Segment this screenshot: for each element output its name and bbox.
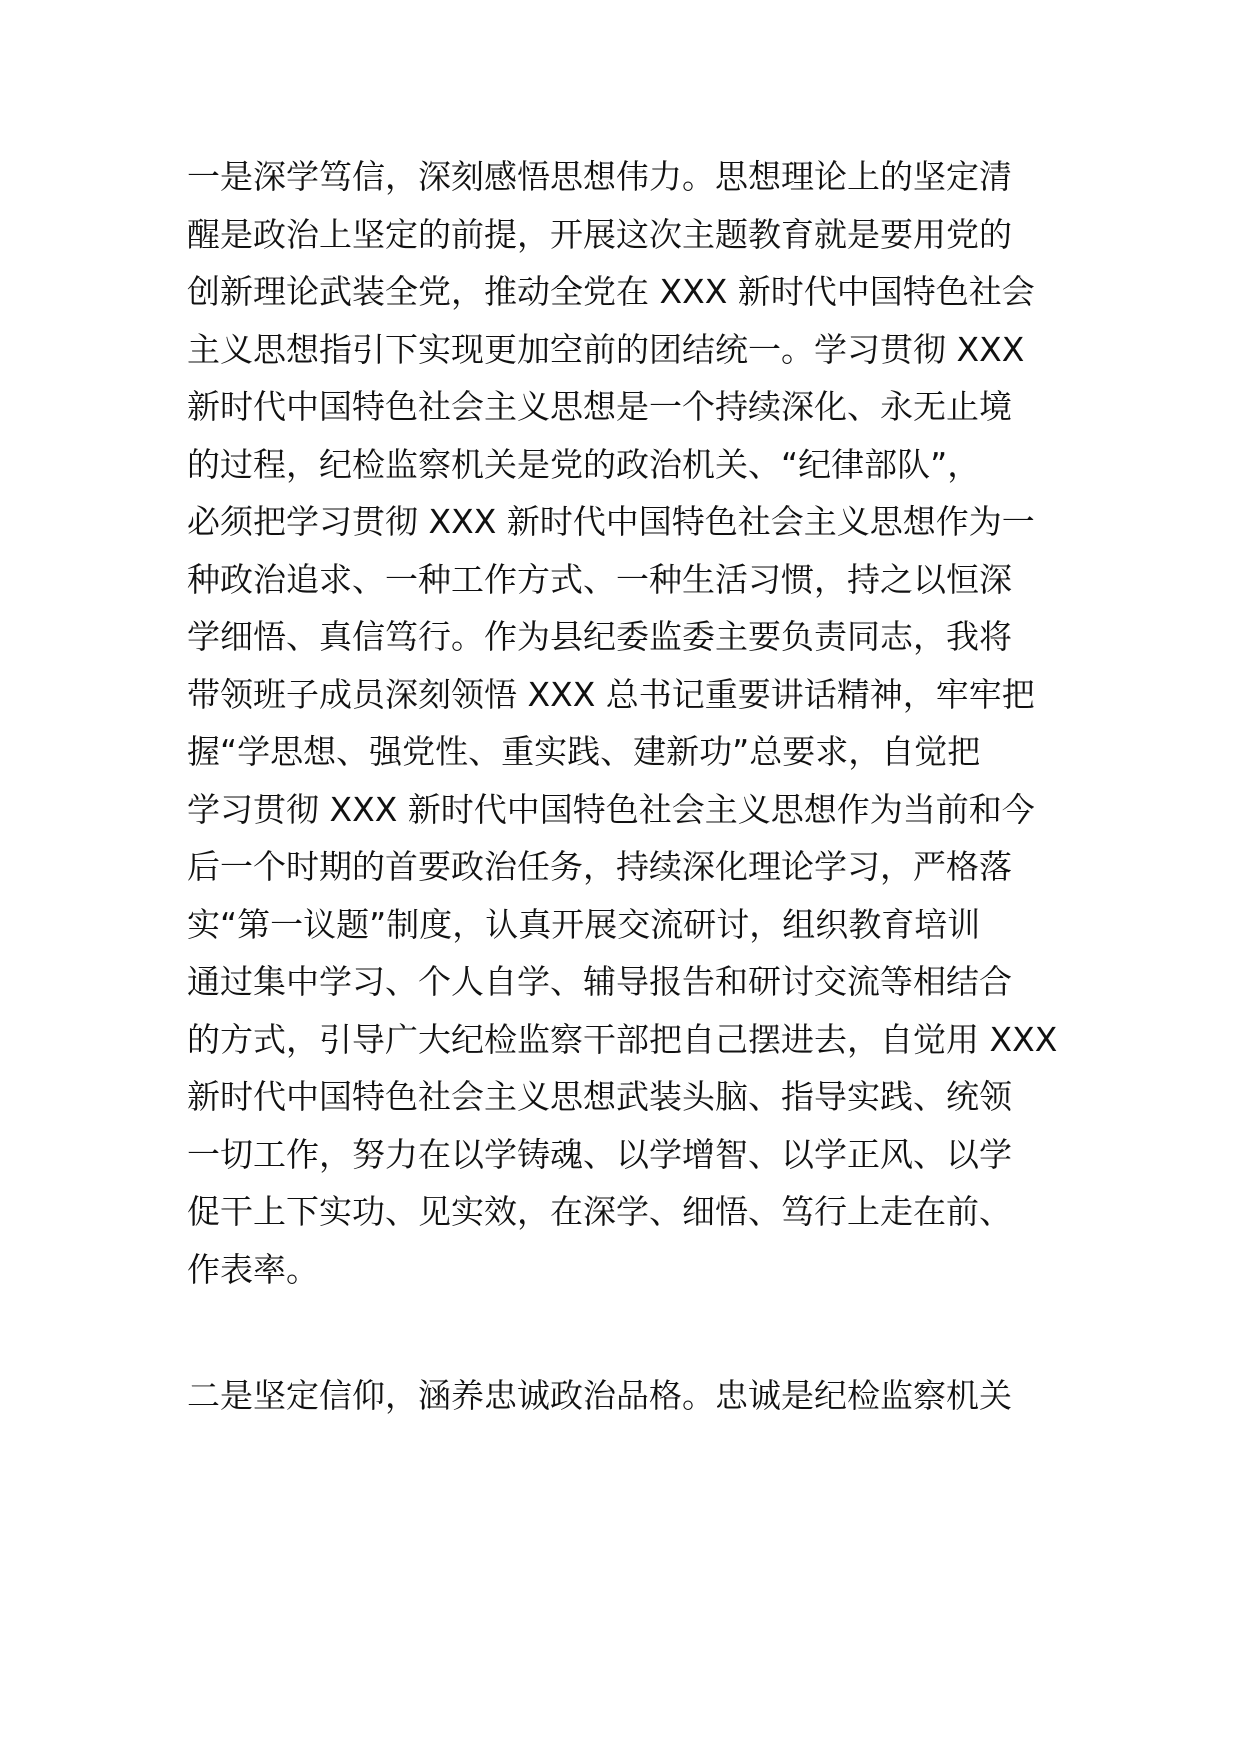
paragraph-line: 带领班子成员深刻领悟 XXX 总书记重要讲话精神，牢牢把 [187,675,1035,714]
paragraph-line: 握“学思想、强党性、重实践、建新功”总要求，自觉把 [187,732,981,771]
paragraph-line: 促干上下实功、见实效，在深学、细悟、笃行上走在前、 [187,1192,1012,1231]
paragraph-line: 的过程，纪检监察机关是党的政治机关、“纪律部队”， [187,445,981,484]
paragraph-line: 创新理论武装全党，推动全党在 XXX 新时代中国特色社会 [187,272,1035,311]
paragraph-line: 学细悟、真信笃行。作为县纪委监委主要负责同志，我将 [187,617,1012,656]
paragraph-line: 二是坚定信仰，涵养忠诚政治品格。忠诚是纪检监察机关 [187,1376,1012,1415]
paragraph-line: 主义思想指引下实现更加空前的团结统一。学习贯彻 XXX [187,330,1025,369]
paragraph-line: 作表率。 [187,1250,319,1289]
paragraph-line: 新时代中国特色社会主义思想是一个持续深化、永无止境 [187,387,1012,426]
paragraph-line: 新时代中国特色社会主义思想武装头脑、指导实践、统领 [187,1077,1012,1116]
paragraph-line: 必须把学习贯彻 XXX 新时代中国特色社会主义思想作为一 [187,502,1035,541]
paragraph-line: 的方式，引导广大纪检监察干部把自己摆进去，自觉用 XXX [187,1020,1058,1059]
paragraph-line: 实“第一议题”制度，认真开展交流研讨，组织教育培训 [187,905,981,944]
paragraph-line: 学习贯彻 XXX 新时代中国特色社会主义思想作为当前和今 [187,790,1035,829]
paragraph-line: 一是深学笃信，深刻感悟思想伟力。思想理论上的坚定清 [187,157,1012,196]
paragraph-line: 种政治追求、一种工作方式、一种生活习惯，持之以恒深 [187,560,1012,599]
paragraph-line: 一切工作，努力在以学铸魂、以学增智、以学正风、以学 [187,1135,1012,1174]
paragraph-line: 醒是政治上坚定的前提，开展这次主题教育就是要用党的 [187,215,1012,254]
paragraph-line: 后一个时期的首要政治任务，持续深化理论学习，严格落 [187,847,1012,886]
paragraph-line: 通过集中学习、个人自学、辅导报告和研讨交流等相结合 [187,962,1012,1001]
